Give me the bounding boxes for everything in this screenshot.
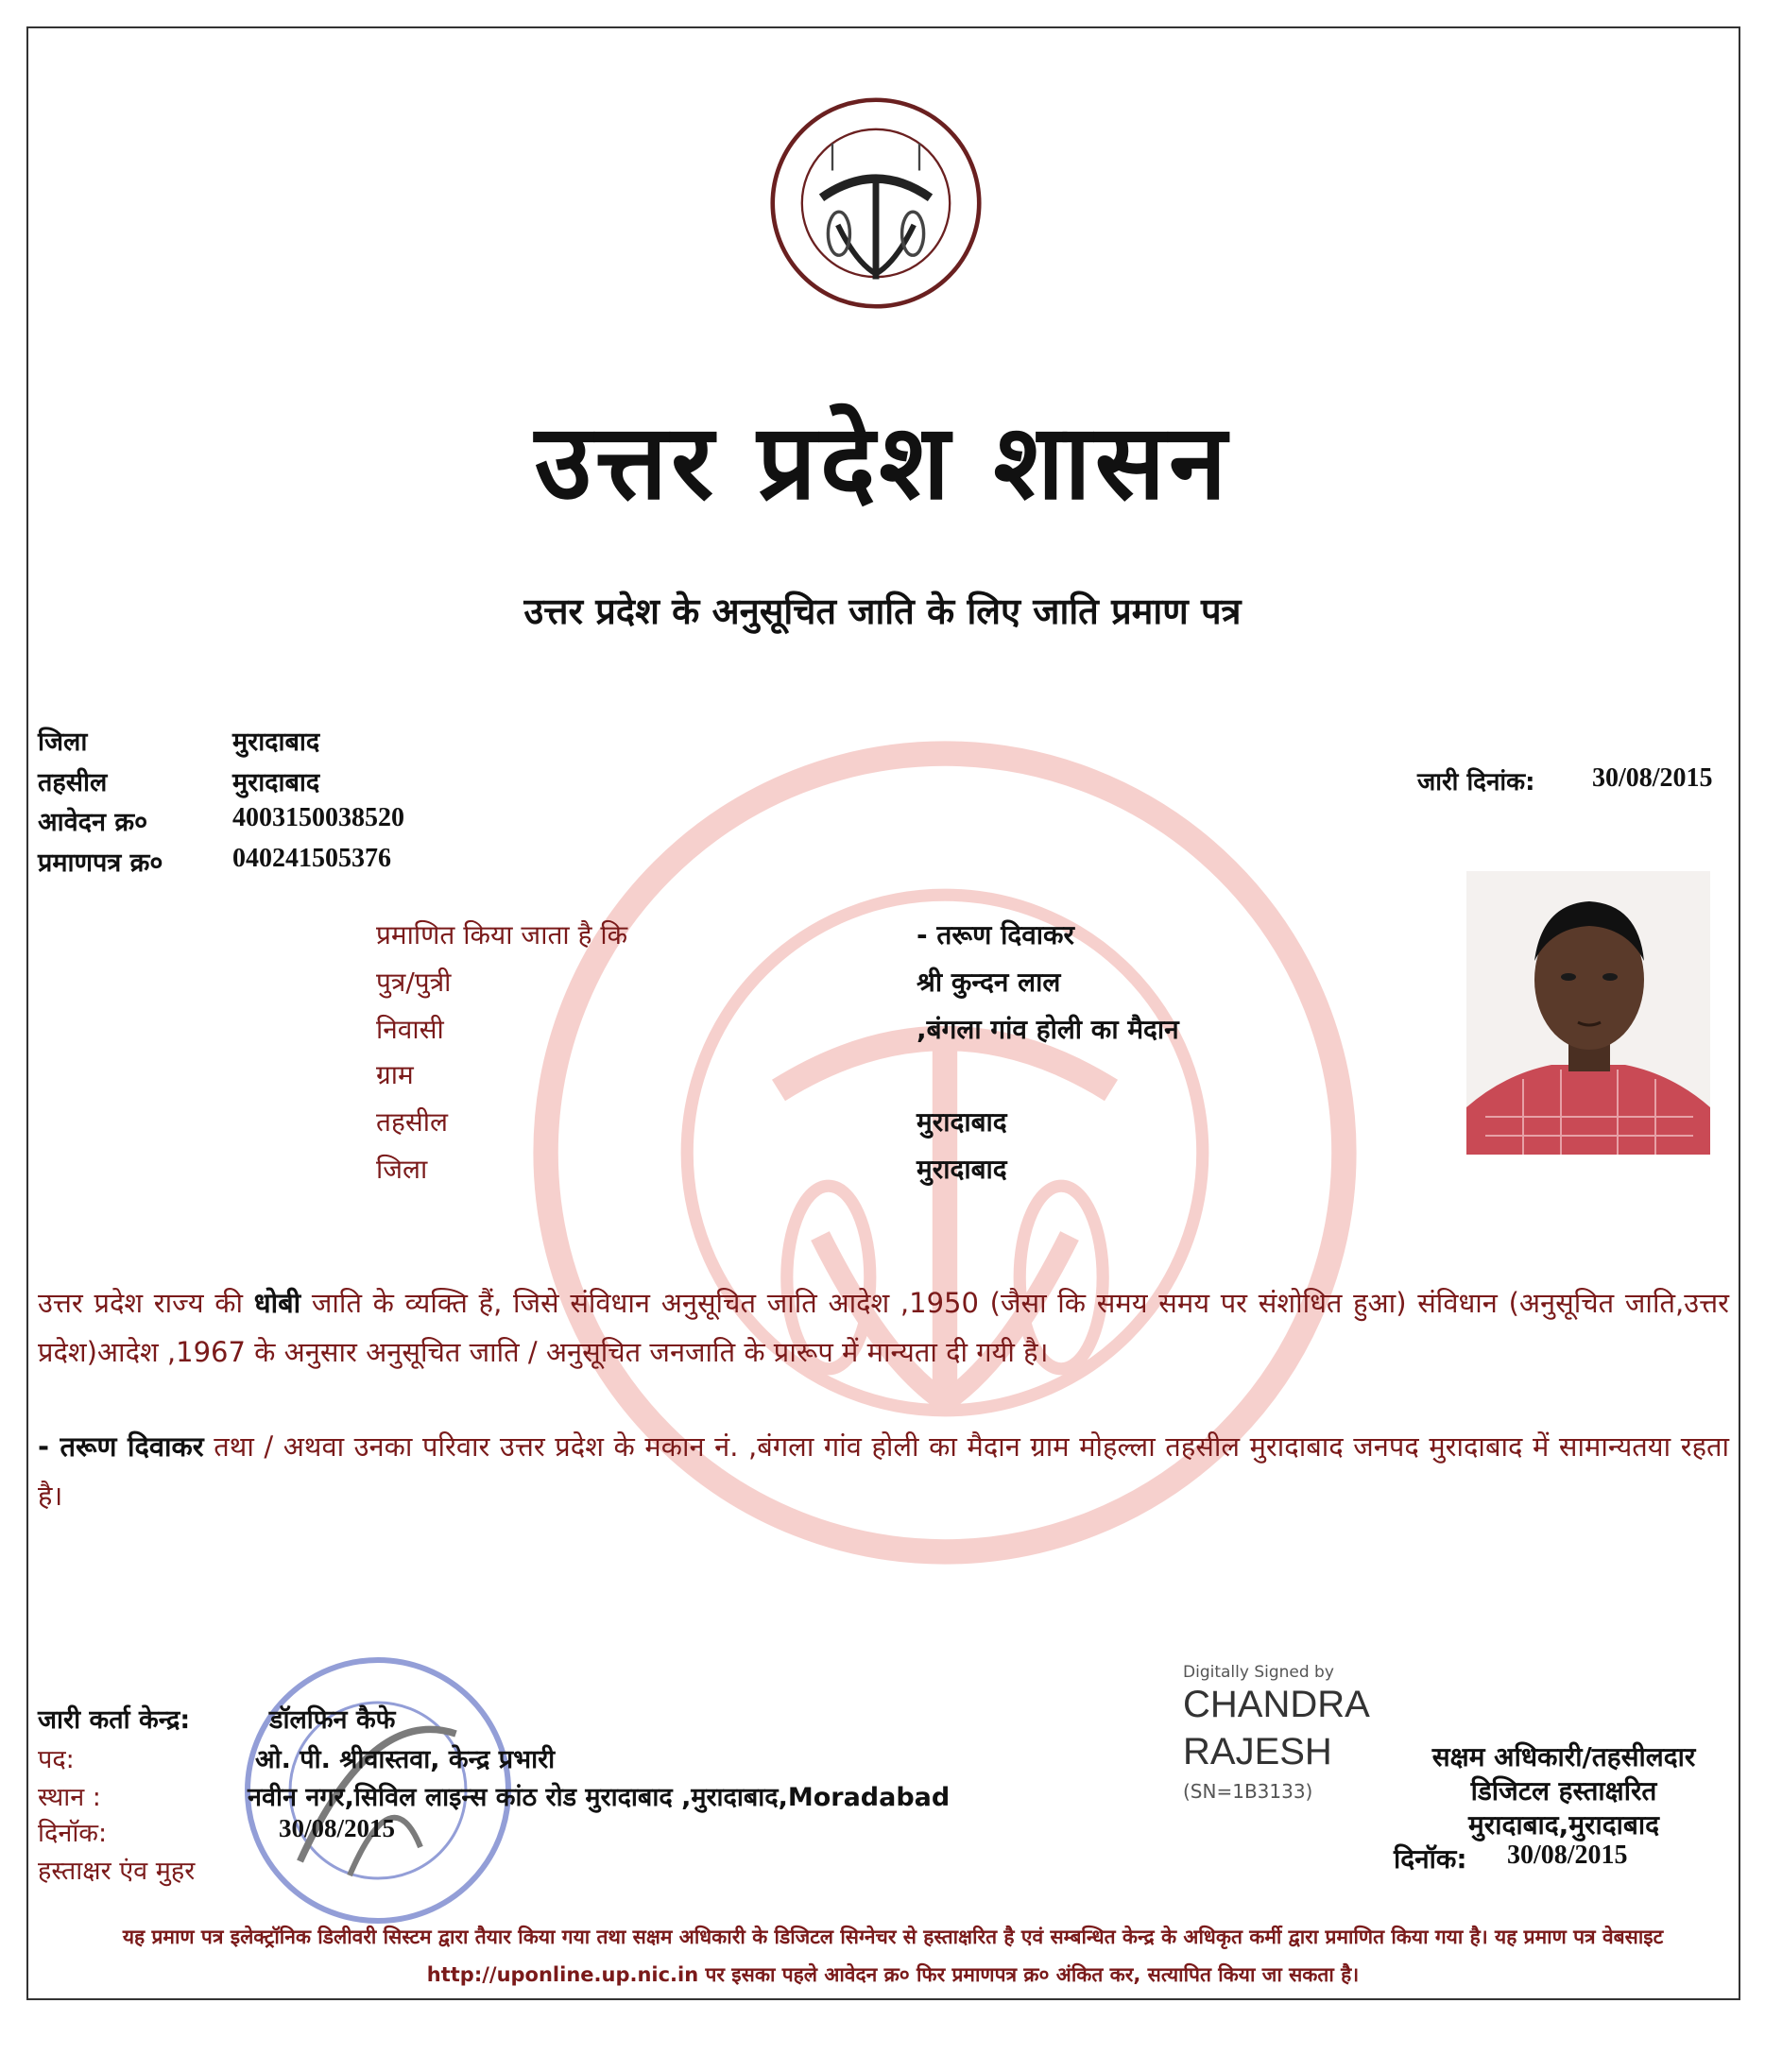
footer-note: यह प्रमाण पत्र इलेक्ट्रॉनिक डिलीवरी सिस्टम द्वारा तैयार किया गया तथा सक्षम अधिकारी के डिजिटल सिग्नेचर से हस्ताक्षरित है एवं सम्बन्धित केन्द्र के अधिकृत कर्मी द्वारा प्रमाणित किया गया है। यह प्रमाण पत्र वेबसाइट http://uponline.up.nic.in पर इसका पहले आवेदन क्र० फिर प्रमाणपत्र क्र० अंकित कर, सत्यापित किया जा सकता है। [122,1926,1664,1986]
certify-label: प्रमाणित किया जाता है कि [376,919,628,950]
post-label: पद: [38,1745,75,1774]
tehsil-label: तहसील [38,768,108,797]
certificate-label: प्रमाणपत्र क्र० [38,848,163,878]
row-district-label: जिला [376,1154,428,1185]
certificate-subtitle: उत्तर प्रदेश के अनुसूचित जाति के लिए जाति प्रमाण पत्र [523,591,1242,632]
caste-name: धोबी [253,1287,301,1319]
parent-label: पुत्र/पुत्री [376,967,452,998]
certificate-paragraph-residence: - तरूण दिवाकर तथा / अथवा उनका परिवार उत्तर प्रदेश के मकान नं. ,बंगला गांव होली का मैदान ग्राम मोहल्ला तहसील मुरादाबाद जनपद मुरादाबाद में सामान्यतया रहता है। [38,1430,1730,1512]
applicant-photo [1466,871,1710,1155]
digitally-signed-caption: Digitally Signed by [1183,1663,1334,1682]
issuing-centre-value: डॉलफिन कैफे [269,1705,396,1735]
certificate-paragraph-caste: उत्तर प्रदेश राज्य की धोबी जाति के व्यक्ति हैं, जिसे संविधान अनुसूचित जाति आदेश ,1950 (जैसा कि समय समय पर संशोधित हुआ) संविधान (अनुसूचित जाति,उत्तर प्रदेश)आदेश ,1967 के अनुसार अनुसूचित जाति / अनुसूचित जनजाति के प्रारूप में मान्यता दी गयी है। [38,1287,1729,1368]
village-label: ग्राम [376,1059,414,1090]
application-label: आवेदन क्र० [38,808,148,837]
issue-date-label: जारी दिनांक: [1417,768,1535,796]
row-tehsil-label: तहसील [376,1106,448,1138]
applicant-name: - तरूण दिवाकर [917,919,1074,950]
signer-name-line2: RAJESH [1183,1731,1332,1772]
place-label: स्थान : [38,1783,101,1812]
resident-value: ,बंगला गांव होली का मैदान [917,1014,1179,1045]
resident-label: निवासी [376,1014,444,1045]
issue-date: 30/08/2015 [1592,763,1713,793]
district-value: मुरादाबाद [232,728,320,757]
signer-serial: (SN=1B3133) [1183,1780,1313,1803]
row-tehsil-value: मुरादाबाद [917,1106,1007,1138]
certificate-number: 040241505376 [232,844,391,873]
officer-location: मुरादाबाद,मुरादाबाद [1468,1809,1659,1841]
application-number: 4003150038520 [232,803,404,832]
post-value: ओ. पी. श्रीवास्तवा, केन्द्र प्रभारी [255,1745,556,1774]
officer-title: सक्षम अधिकारी/तहसीलदार [1431,1741,1696,1772]
issuer-date: 30/08/2015 [279,1814,396,1842]
place-value: नवीन नगर,सिविल लाइन्स कांठ रोड मुरादाबाद ,मुरादाबाद,Moradabad [248,1783,951,1812]
parent-name: श्री कुन्दन लाल [917,967,1061,998]
officer-date-label: दिनॉक: [1394,1843,1467,1875]
page-title: उत्तर प्रदेश शासन [534,402,1231,522]
signer-name-line1: CHANDRA [1183,1684,1370,1725]
row-district-value: मुरादाबाद [917,1154,1007,1185]
tehsil-value: मुरादाबाद [232,768,320,797]
resident-name: - तरूण दिवाकर [38,1430,204,1463]
district-label: जिला [38,728,88,757]
sign-seal-label: हस्ताक्षर एंव मुहर [38,1857,196,1886]
up-emblem-icon [767,94,985,312]
officer-digital: डिजिटल हस्ताक्षरित [1470,1775,1657,1807]
issuer-date-label: दिनॉक: [38,1819,108,1848]
officer-date: 30/08/2015 [1507,1841,1628,1870]
issuing-centre-label: जारी कर्ता केन्द्र: [38,1705,191,1735]
